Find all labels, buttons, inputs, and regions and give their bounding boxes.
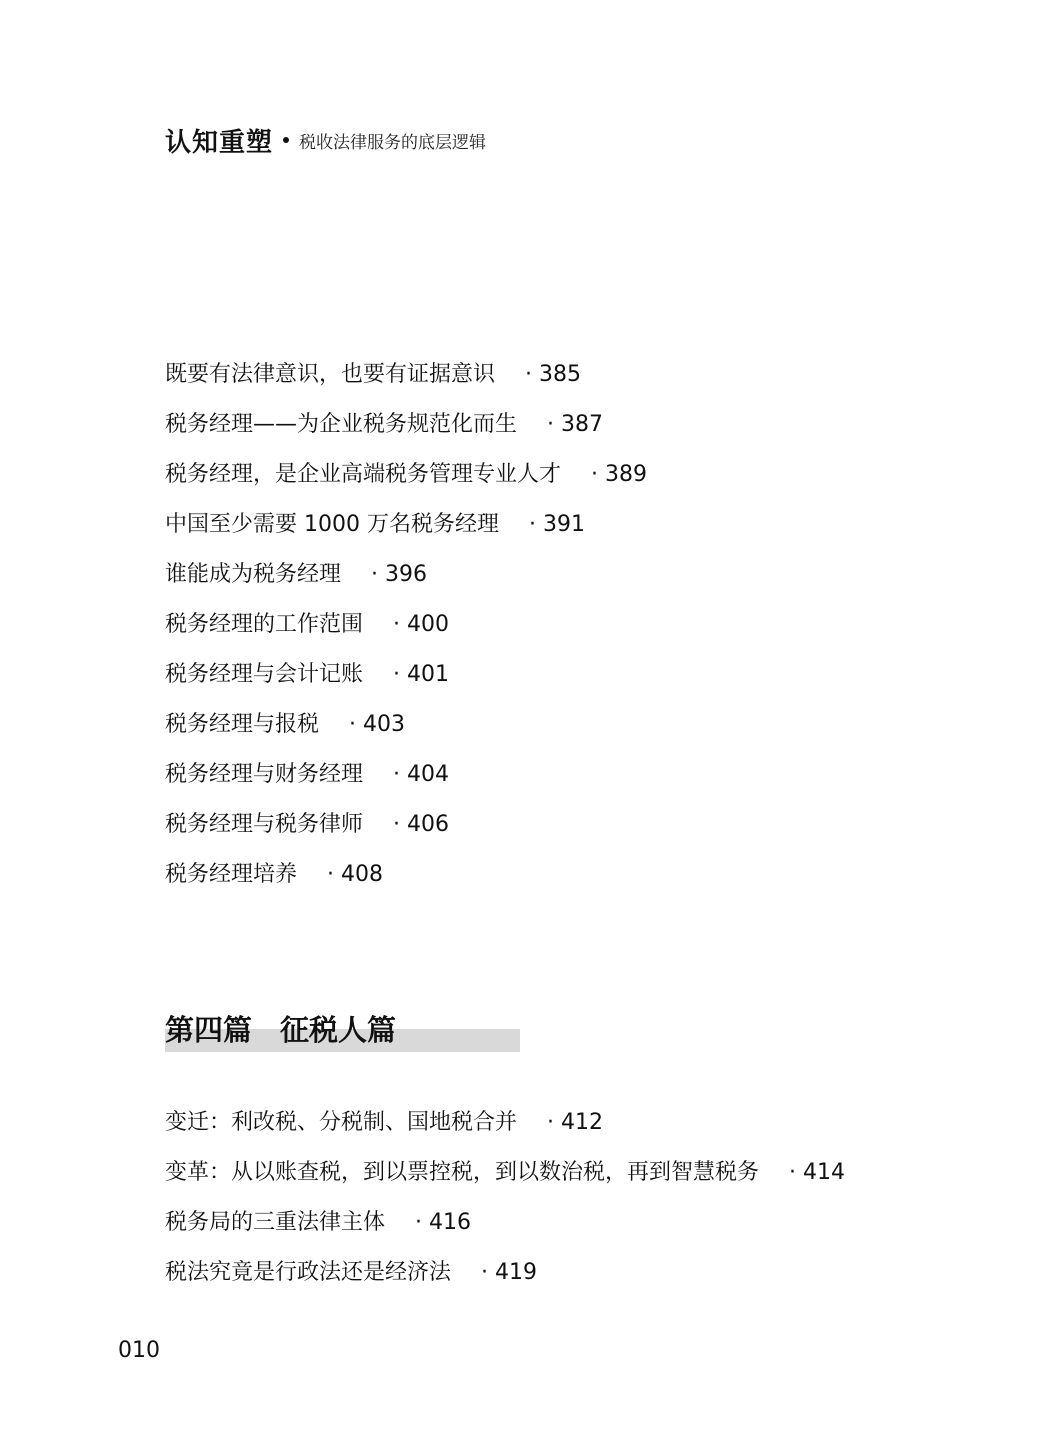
toc-entry-page: · 396	[371, 562, 427, 587]
toc-entry	[165, 655, 647, 705]
part-title: 征税人篇	[280, 1013, 397, 1047]
toc-entry	[165, 805, 647, 855]
bullet-separator	[283, 137, 289, 143]
toc-entry-title: 税法究竟是行政法还是经济法	[165, 1260, 452, 1285]
toc-list-part3	[165, 355, 647, 905]
toc-entry-page: · 387	[547, 412, 603, 437]
toc-entry-title: 税务经理——为企业税务规范化而生	[165, 412, 518, 437]
toc-entry-title: 既要有法律意识，也要有证据意识	[165, 362, 496, 387]
toc-entry-page: · 412	[547, 1110, 603, 1135]
toc-entry-page: · 408	[327, 862, 383, 887]
toc-entry-title: 税务经理的工作范围	[165, 612, 364, 637]
toc-entry-title: 谁能成为税务经理	[165, 562, 342, 587]
toc-entry-page: · 385	[525, 362, 581, 387]
toc-list-part4	[165, 1103, 845, 1303]
toc-entry-title: 变迁：利改税、分税制、国地税合并	[165, 1110, 518, 1135]
toc-entry-title: 税务经理与财务经理	[165, 762, 364, 787]
toc-entry-page: · 416	[415, 1210, 471, 1235]
toc-entry-title: 中国至少需要 1000 万名税务经理	[165, 512, 499, 537]
toc-entry-title: 税务经理与报税	[165, 712, 320, 737]
toc-entry	[165, 605, 647, 655]
toc-entry	[165, 505, 647, 555]
book-subtitle: 税收法律服务的底层逻辑	[299, 132, 487, 153]
toc-entry-page: · 389	[591, 462, 647, 487]
toc-entry	[165, 1253, 845, 1303]
toc-entry	[165, 555, 647, 605]
toc-entry-page: · 391	[528, 512, 585, 537]
toc-entry-title: 税务局的三重法律主体	[165, 1210, 386, 1235]
toc-entry	[165, 1203, 845, 1253]
running-header	[165, 120, 486, 160]
toc-entry-title: 税务经理与会计记账	[165, 662, 364, 687]
toc-entry-title: 税务经理培养	[165, 862, 298, 887]
section-heading	[165, 1008, 520, 1052]
page-number: 010	[118, 1338, 160, 1363]
toc-entry-page: · 406	[393, 812, 449, 837]
toc-entry-page: · 403	[349, 712, 405, 737]
toc-entry	[165, 755, 647, 805]
toc-entry-page: · 400	[393, 612, 449, 637]
toc-entry	[165, 1103, 845, 1153]
toc-entry-page: · 414	[789, 1160, 845, 1185]
toc-entry-title: 税务经理，是企业高端税务管理专业人才	[165, 462, 562, 487]
toc-entry	[165, 355, 647, 405]
toc-entry	[165, 405, 647, 455]
toc-entry-page: · 404	[393, 762, 449, 787]
toc-entry-page: · 419	[481, 1260, 537, 1285]
toc-entry-page: · 401	[393, 662, 449, 687]
book-title: 认知重塑	[165, 127, 274, 158]
section-title	[165, 1008, 396, 1052]
toc-entry	[165, 855, 647, 905]
toc-entry-title: 税务经理与税务律师	[165, 812, 364, 837]
part-label: 第四篇	[165, 1013, 253, 1047]
toc-entry	[165, 705, 647, 755]
toc-entry-title: 变革：从以账查税，到以票控税，到以数治税，再到智慧税务	[165, 1160, 760, 1185]
toc-entry	[165, 455, 647, 505]
toc-entry	[165, 1153, 845, 1203]
